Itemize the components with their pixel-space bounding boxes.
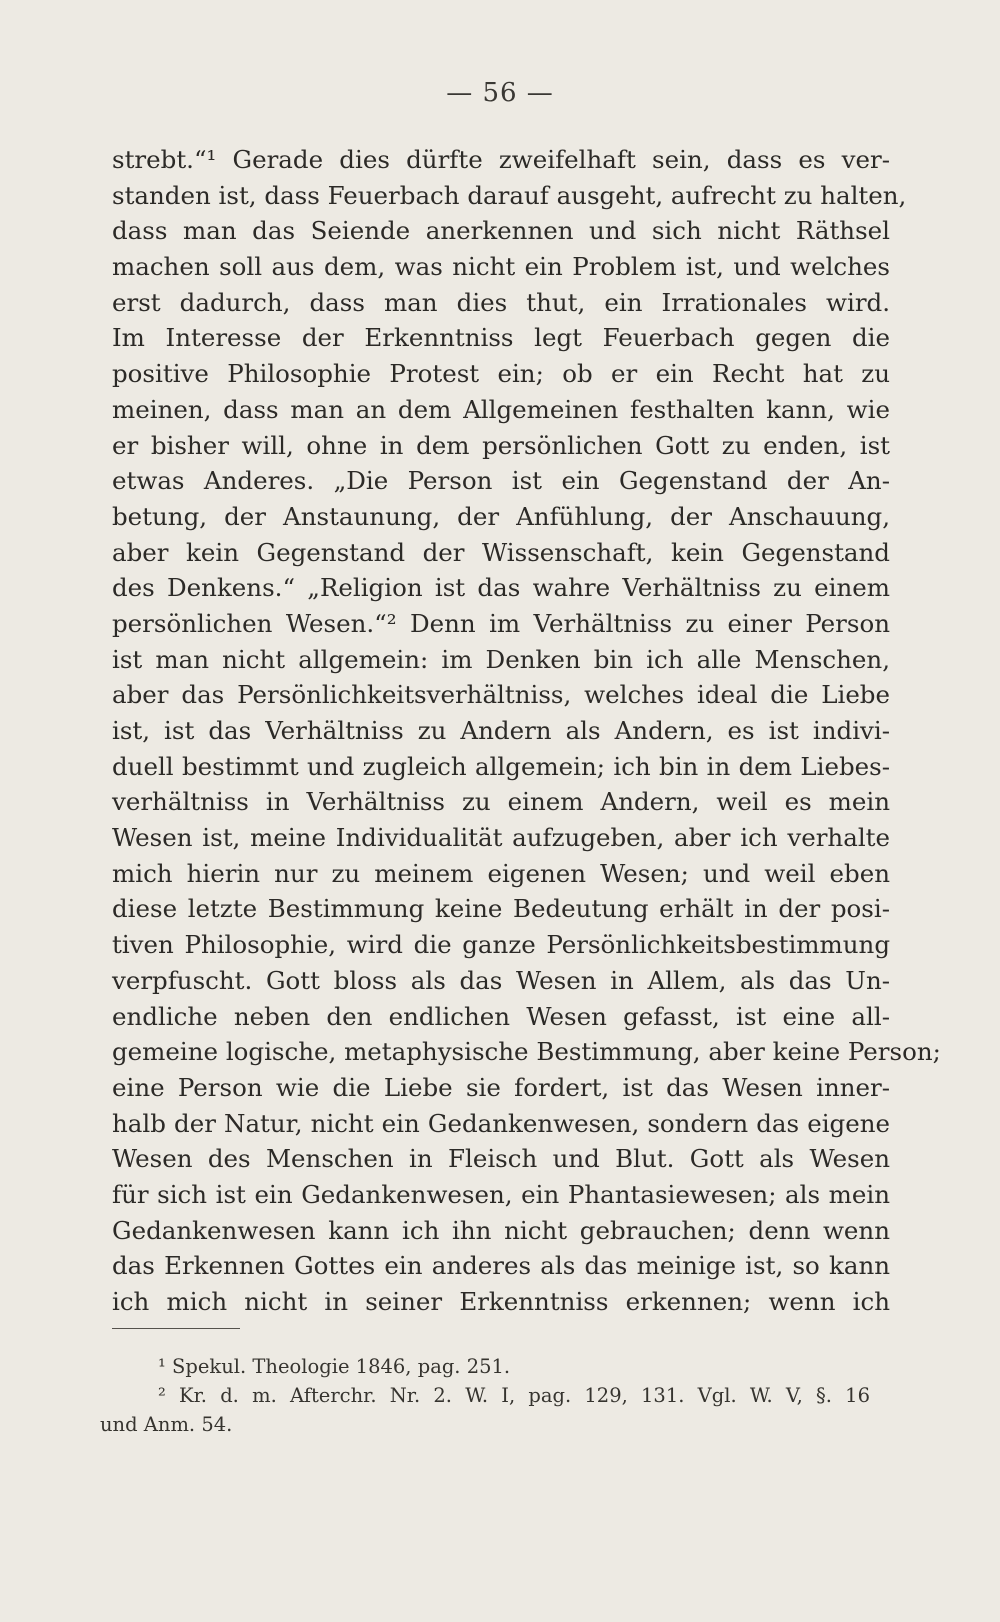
text-line: dass man das Seiende anerkennen und sich nicht Räthsel — [112, 216, 890, 246]
text-line: das Erkennen Gottes ein anderes als das meinige ist, so kann — [112, 1251, 890, 1281]
text-line: Im Interesse der Erkenntniss legt Feuerbach gegen die — [112, 323, 890, 353]
text-line: betung, der Anstaunung, der Anfühlung, der Anschauung, — [112, 501, 890, 531]
footnote-separator — [112, 1328, 240, 1329]
text-line: ist, ist das Verhältniss zu Andern als Andern, es ist indivi- — [112, 716, 890, 745]
text-line: machen soll aus dem, was nicht ein Problem ist, und welches — [112, 252, 890, 282]
footnote-2-continuation: und Anm. 54. — [100, 1413, 233, 1436]
text-line: eine Person wie die Liebe sie fordert, ist das Wesen inner- — [112, 1072, 890, 1102]
text-line: Wesen des Menschen in Fleisch und Blut. Gott als Wesen — [112, 1144, 890, 1174]
text-line: diese letzte Bestimmung keine Bedeutung erhält in der posi- — [112, 894, 890, 924]
text-line: verhältniss in Verhältniss zu einem Andern, weil es mein — [112, 787, 890, 817]
text-line: endliche neben den endlichen Wesen gefasst, ist eine all- — [112, 1001, 890, 1031]
text-line: Gedankenwesen kann ich ihn nicht gebrauchen; denn wenn — [112, 1215, 890, 1245]
body-text — [112, 142, 941, 1320]
text-line: ist man nicht allgemein: im Denken bin ich alle Menschen, — [112, 644, 890, 674]
text-line: für sich ist ein Gedankenwesen, ein Phantasiewesen; als mein — [112, 1179, 890, 1209]
text-line: ich mich nicht in seiner Erkenntniss erkennen; wenn ich — [112, 1287, 890, 1316]
text-line: Wesen ist, meine Individualität aufzugeben, aber ich verhalte — [112, 823, 890, 853]
text-line: er bisher will, ohne in dem persönlichen Gott zu enden, ist — [112, 430, 890, 460]
text-line: standen ist, dass Feuerbach darauf ausgeht, aufrecht zu halten, — [112, 180, 907, 210]
text-line: etwas Anderes. „Die Person ist ein Gegenstand der An- — [112, 466, 890, 496]
text-line: erst dadurch, dass man dies thut, ein Irrationales wird. — [112, 287, 890, 317]
text-line: halb der Natur, nicht ein Gedankenwesen, sondern das eigene — [112, 1108, 890, 1138]
text-line: verpfuscht. Gott bloss als das Wesen in Allem, als das Un- — [112, 965, 890, 995]
footnotes — [100, 1352, 870, 1439]
footnote-2: ² Kr. d. m. Afterchr. Nr. 2. W. I, pag. 129, 131. Vgl. W. V, §. 16 — [158, 1384, 870, 1407]
text-line: aber kein Gegenstand der Wissenschaft, kein Gegenstand — [112, 537, 890, 567]
text-line: duell bestimmt und zugleich allgemein; ich bin in dem Liebes- — [112, 751, 890, 781]
text-line: des Denkens.“ „Religion ist das wahre Verhältniss zu einem — [112, 573, 890, 603]
text-line: meinen, dass man an dem Allgemeinen festhalten kann, wie — [112, 394, 890, 424]
text-line: mich hierin nur zu meinem eigenen Wesen; und weil eben — [112, 858, 890, 888]
text-line: persönlichen Wesen.“² Denn im Verhältniss zu einer Person — [112, 608, 890, 638]
text-line: strebt.“¹ Gerade dies dürfte zweifelhaft sein, dass es ver- — [112, 145, 890, 174]
text-line: gemeine logische, metaphysische Bestimmung, aber keine Person; — [112, 1037, 941, 1067]
footnote-1: ¹ Spekul. Theologie 1846, pag. 251. — [158, 1355, 511, 1378]
text-line: positive Philosophie Protest ein; ob er ein Recht hat zu — [112, 359, 890, 389]
text-line: tiven Philosophie, wird die ganze Persönlichkeitsbestimmung — [112, 930, 890, 960]
text-line: aber das Persönlichkeitsverhältniss, welches ideal die Liebe — [112, 680, 890, 710]
page-number: — 56 — — [446, 78, 554, 108]
